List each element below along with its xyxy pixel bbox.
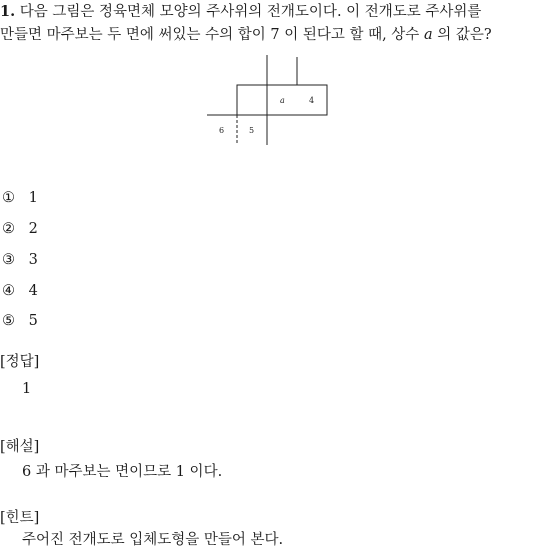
choice-mark: ④ [2, 283, 15, 299]
choice-value: 5 [28, 313, 38, 329]
choice-mark: ① [2, 190, 15, 206]
hint-text: 주어진 전개도로 입체도형을 만들어 본다. [22, 532, 284, 548]
question-text-2b: 의 값은? [437, 27, 492, 43]
question-variable: a [423, 27, 433, 43]
question-text-1: 다음 그림은 정육면체 모양의 주사위의 전개도이다. 이 전개도로 주사위를 [19, 4, 482, 20]
question-line-1 [0, 2, 481, 22]
choice-mark: ③ [2, 252, 15, 268]
question-number: 1. [0, 3, 16, 20]
net-label-6: 6 [219, 126, 225, 135]
net-label-a: a [280, 96, 285, 105]
question-line-2 [0, 25, 492, 45]
net-label-5: 5 [249, 126, 255, 135]
question-text-2a: 만들면 마주보는 두 면에 써있는 수의 합이 7 이 된다고 할 때, 상수 [0, 27, 420, 43]
explanation-label: [해설] [0, 439, 40, 455]
answer-label: [정답] [0, 354, 40, 370]
answer-value: 1 [22, 381, 32, 397]
choice-value: 2 [28, 221, 38, 237]
choice-3[interactable] [2, 250, 38, 270]
choice-value: 3 [28, 252, 38, 268]
choice-value: 1 [28, 190, 38, 206]
net-label-4: 4 [309, 96, 315, 105]
choice-1[interactable] [2, 188, 38, 208]
choice-mark: ⑤ [2, 313, 15, 329]
choice-4[interactable] [2, 281, 38, 301]
explanation-text: 6 과 마주보는 면이므로 1 이다. [22, 464, 223, 480]
hint-label: [힌트] [0, 510, 40, 526]
choice-value: 4 [28, 283, 38, 299]
choice-2[interactable] [2, 219, 38, 239]
dice-net-figure [205, 55, 335, 147]
choice-5[interactable] [2, 311, 38, 331]
choice-mark: ② [2, 221, 15, 237]
